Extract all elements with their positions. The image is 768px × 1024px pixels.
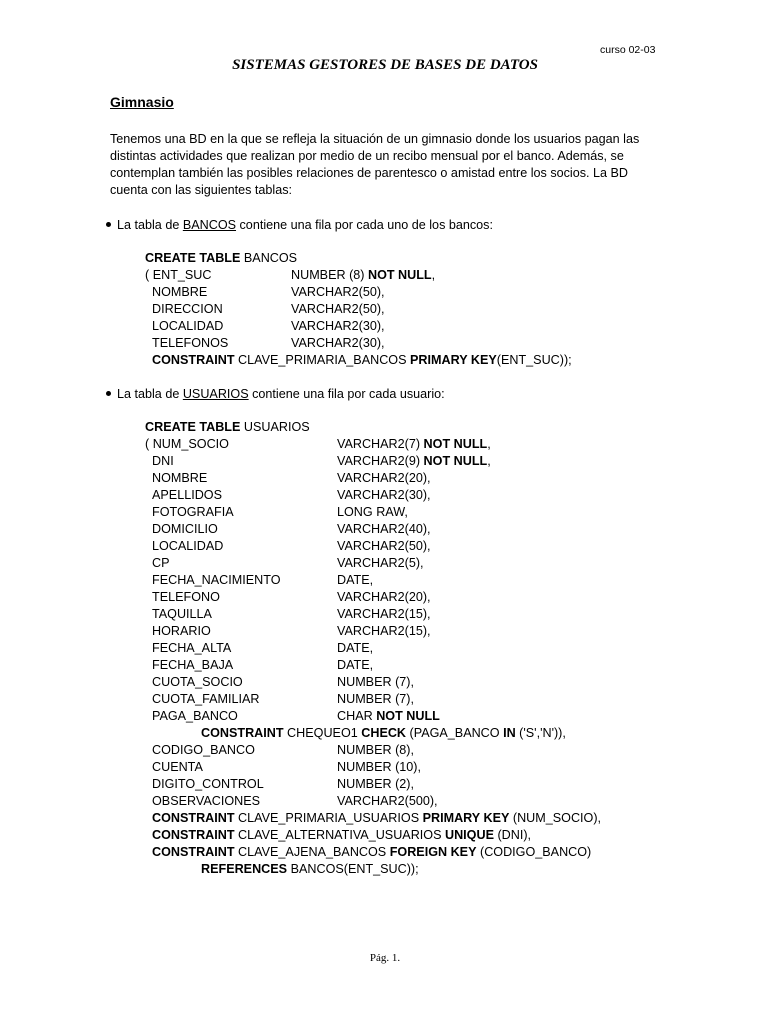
table-name-usuarios: USUARIOS (182, 387, 249, 401)
intro-paragraph: Tenemos una BD en la que se refleja la situación de un gimnasio donde los usuarios pagan las distintas actividades que realizan por medio de un recibo mensual por el banco. Además, se contemplan también las posibles relaciones de parentesco o amistad entre los socios. La BD cuenta con las siguientes tablas: (110, 132, 640, 197)
column-name: DIGITO_CONTROL (152, 777, 264, 791)
column-name: DNI (152, 454, 174, 468)
column-name: TELEFONO (152, 590, 220, 604)
column-type: NUMBER (10), (337, 760, 421, 774)
column-type: VARCHAR2(30), (291, 319, 385, 333)
column-name: OBSERVACIONES (152, 794, 261, 808)
constraint-line: CONSTRAINT CLAVE_AJENA_BANCOS FOREIGN KEY (CODIGO_BANCO) (152, 845, 592, 859)
column-type: NUMBER (7), (337, 675, 414, 689)
column-type: VARCHAR2(20), (337, 471, 431, 485)
column-name: FECHA_BAJA (152, 658, 234, 672)
references-line: REFERENCES BANCOS(ENT_SUC)); (201, 862, 419, 876)
column-name: NOMBRE (152, 471, 208, 485)
column-type: VARCHAR2(30), (337, 488, 431, 502)
column-type: VARCHAR2(50), (291, 285, 385, 299)
column-type: VARCHAR2(30), (291, 336, 385, 350)
table-name-bancos: BANCOS (182, 218, 237, 232)
bullet-usuarios: La tabla de USUARIOS contiene una fila por cada usuario: (106, 387, 445, 401)
constraint-line: CONSTRAINT CLAVE_PRIMARIA_USUARIOS PRIMARY KEY (NUM_SOCIO), (152, 811, 602, 825)
bullet-icon (106, 391, 111, 396)
check-constraint-line: CONSTRAINT CHEQUEO1 CHECK (PAGA_BANCO IN ('S','N')), (201, 726, 566, 740)
column-type: VARCHAR2(20), (337, 590, 431, 604)
column-type: LONG RAW, (337, 505, 408, 519)
column-name: APELLIDOS (152, 488, 222, 502)
page-number: Pág. 1. (369, 952, 401, 964)
column-type: VARCHAR2(5), (337, 556, 424, 570)
column-type: VARCHAR2(500), (337, 794, 438, 808)
column-name: FECHA_ALTA (152, 641, 232, 655)
column-type: NUMBER (7), (337, 692, 414, 706)
column-type: VARCHAR2(9) NOT NULL, (337, 454, 491, 468)
column-name: ( NUM_SOCIO (145, 437, 229, 451)
column-name: FECHA_NACIMIENTO (152, 573, 281, 587)
column-name: PAGA_BANCO (152, 709, 238, 723)
column-type: VARCHAR2(15), (337, 624, 431, 638)
column-type: VARCHAR2(15), (337, 607, 431, 621)
bullet-icon (106, 222, 111, 227)
column-type: VARCHAR2(50), (337, 539, 431, 553)
column-name: HORARIO (152, 624, 211, 638)
column-name: CP (152, 556, 170, 570)
create-table-line: CREATE TABLE USUARIOS (145, 420, 310, 434)
document-title: SISTEMAS GESTORES DE BASES DE DATOS (232, 57, 538, 73)
column-name: DIRECCION (152, 302, 223, 316)
column-type: NUMBER (2), (337, 777, 414, 791)
column-name: LOCALIDAD (152, 539, 224, 553)
column-name: CODIGO_BANCO (152, 743, 255, 757)
create-table-line: CREATE TABLE BANCOS (145, 251, 298, 265)
column-type: NUMBER (8), (337, 743, 414, 757)
column-type: NUMBER (8) NOT NULL, (291, 268, 436, 282)
column-type: DATE, (337, 641, 374, 655)
column-name: NOMBRE (152, 285, 208, 299)
column-name: LOCALIDAD (152, 319, 224, 333)
constraint-line: CONSTRAINT CLAVE_PRIMARIA_BANCOS PRIMARY KEY(ENT_SUC)); (152, 353, 572, 367)
course-label: curso 02-03 (600, 44, 656, 56)
bullet-bancos: La tabla de BANCOS contiene una fila por cada uno de los bancos: (106, 218, 493, 232)
column-type: CHAR NOT NULL (337, 709, 440, 723)
column-type: DATE, (337, 658, 374, 672)
column-type: VARCHAR2(50), (291, 302, 385, 316)
column-name: CUOTA_FAMILIAR (152, 692, 260, 706)
column-name: TAQUILLA (152, 607, 212, 621)
column-name: ( ENT_SUC (145, 268, 212, 282)
column-type: VARCHAR2(7) NOT NULL, (337, 437, 491, 451)
section-heading: Gimnasio (110, 94, 174, 110)
column-type: DATE, (337, 573, 374, 587)
column-name: CUOTA_SOCIO (152, 675, 243, 689)
column-name: DOMICILIO (152, 522, 218, 536)
column-name: FOTOGRAFIA (152, 505, 234, 519)
constraint-line: CONSTRAINT CLAVE_ALTERNATIVA_USUARIOS UNIQUE (DNI), (152, 828, 532, 842)
column-name: TELEFONOS (152, 336, 229, 350)
column-name: CUENTA (152, 760, 203, 774)
column-type: VARCHAR2(40), (337, 522, 431, 536)
